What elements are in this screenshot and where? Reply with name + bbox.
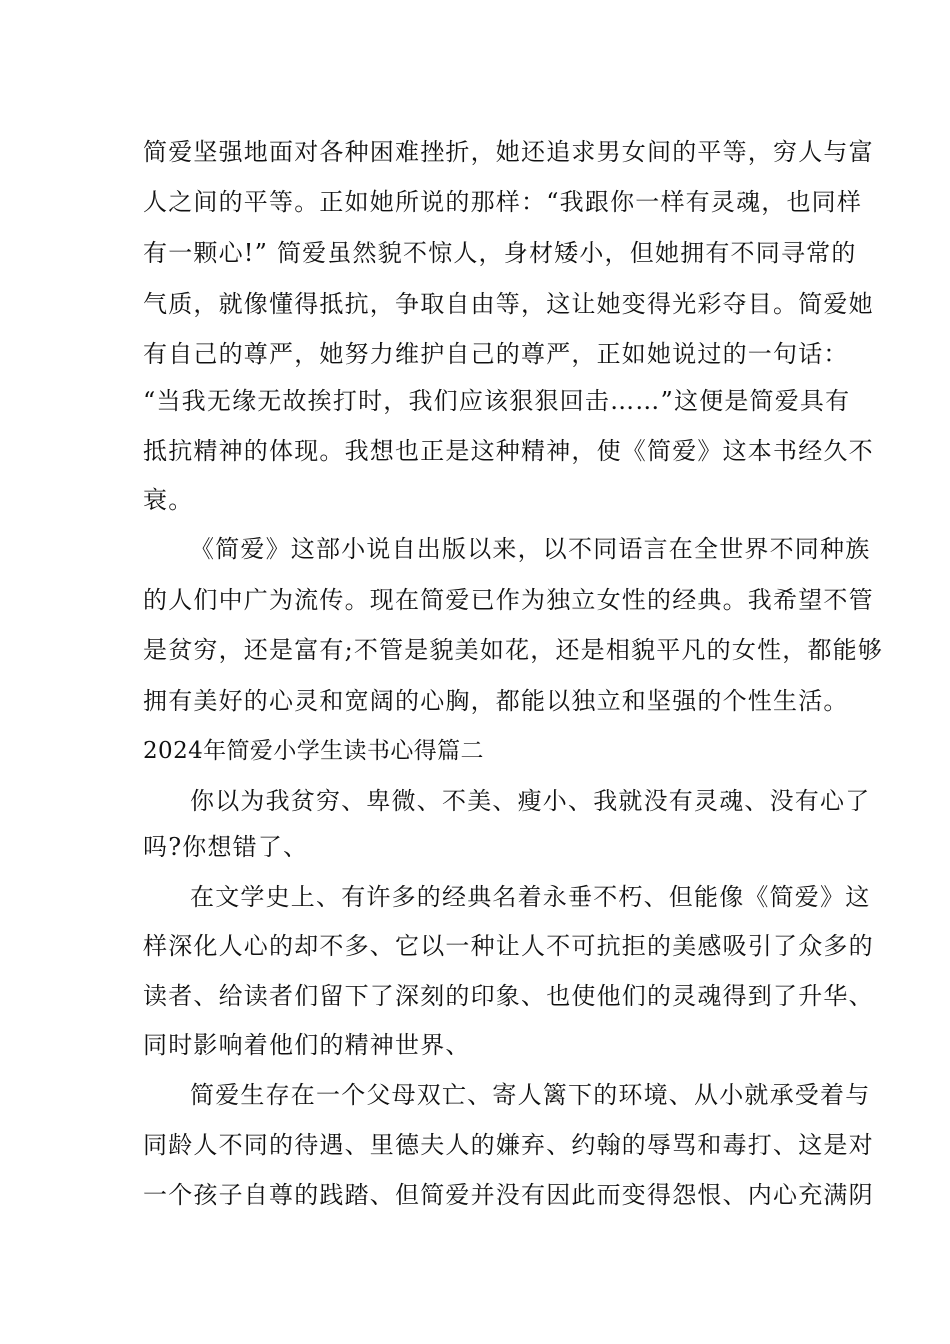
paragraph-line: 一个孩子自尊的践踏、但简爱并没有因此而变得怨恨、内心充满阴 bbox=[143, 1181, 874, 1209]
paragraph-line: 简爱生存在一个父母双亡、寄人篱下的环境、从小就承受着与 bbox=[190, 1081, 871, 1109]
paragraph-line: 衰。 bbox=[143, 486, 194, 514]
paragraph-line: 有一颗心!” 简爱虽然貌不惊人，身材矮小，但她拥有不同寻常的 bbox=[143, 239, 857, 267]
paragraph-line: “当我无缘无故挨打时，我们应该狠狠回击……”这便是简爱具有 bbox=[143, 387, 851, 415]
paragraph-line: 有自己的尊严，她努力维护自己的尊严，正如她说过的一句话： bbox=[143, 340, 849, 368]
paragraph-line: 气质，就像懂得抵抗，争取自由等，这让她变得光彩夺目。简爱她 bbox=[143, 290, 874, 318]
paragraph-line: 样深化人心的却不多、它以一种让人不可抗拒的美感吸引了众多的 bbox=[143, 932, 874, 960]
paragraph-line: 读者、给读者们留下了深刻的印象、也使他们的灵魂得到了升华、 bbox=[143, 982, 874, 1010]
paragraph-line: 拥有美好的心灵和宽阔的心胸，都能以独立和坚强的个性生活。 bbox=[143, 687, 849, 715]
paragraph-line: 吗?你想错了、 bbox=[143, 833, 309, 861]
section-heading: 2024年简爱小学生读书心得篇二 bbox=[143, 738, 484, 764]
paragraph-line: 抵抗精神的体现。我想也正是这种精神，使《简爱》这本书经久不 bbox=[143, 437, 874, 465]
paragraph-line: 是贫穷，还是富有;不管是貌美如花，还是相貌平凡的女性，都能够 bbox=[143, 636, 884, 664]
paragraph-line: 《简爱》这部小说自出版以来，以不同语言在全世界不同种族 bbox=[190, 535, 871, 563]
paragraph-line: 简爱坚强地面对各种困难挫折，她还追求男女间的平等，穷人与富 bbox=[143, 138, 874, 166]
paragraph-line: 你以为我贫穷、卑微、不美、瘦小、我就没有灵魂、没有心了 bbox=[190, 787, 871, 815]
paragraph-line: 同时影响着他们的精神世界、 bbox=[143, 1031, 471, 1059]
paragraph-line: 同龄人不同的待遇、里德夫人的嫌弃、约翰的辱骂和毒打、这是对 bbox=[143, 1131, 874, 1159]
paragraph-line: 在文学史上、有许多的经典名着永垂不朽、但能像《简爱》这 bbox=[190, 883, 871, 911]
paragraph-line: 的人们中广为流传。现在简爱已作为独立女性的经典。我希望不管 bbox=[143, 586, 874, 614]
paragraph-line: 人之间的平等。正如她所说的那样：“我跟你一样有灵魂，也同样 bbox=[143, 188, 863, 216]
